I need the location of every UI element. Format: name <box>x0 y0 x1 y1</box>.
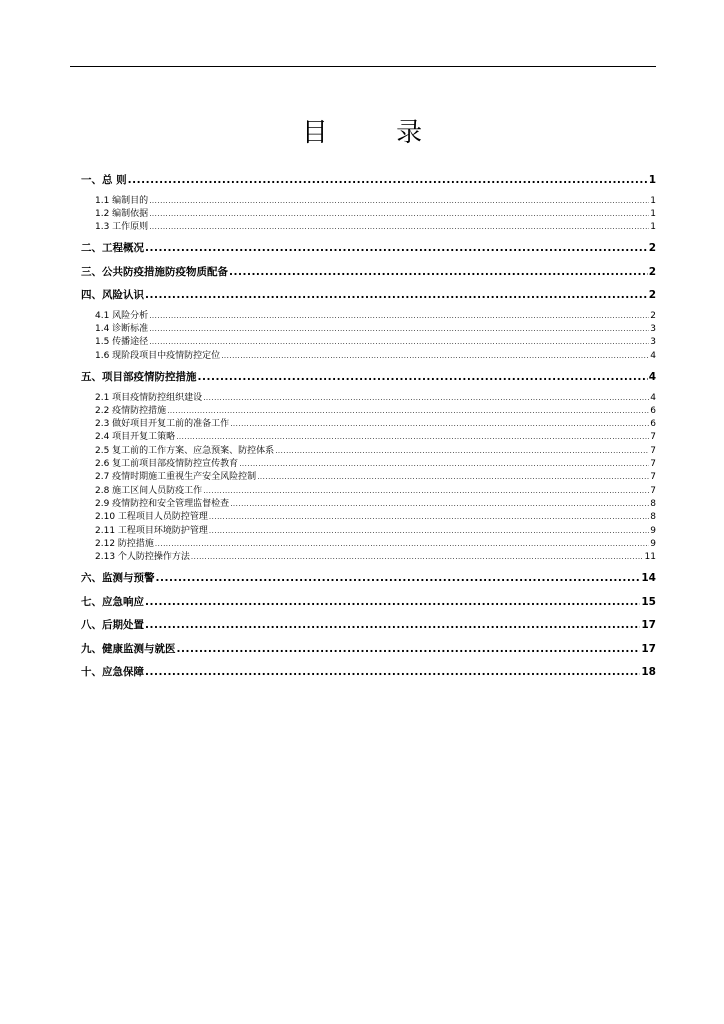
toc-section-entry[interactable] <box>81 445 656 458</box>
dot-leader <box>145 664 640 682</box>
toc-page-number: 8 <box>650 512 656 523</box>
dot-leader <box>191 551 644 564</box>
toc-entry-label: 二、工程概况 <box>81 242 144 255</box>
toc-chapter-entry[interactable] <box>81 641 656 659</box>
toc-entry-label: 1.2 编制依据 <box>95 208 149 219</box>
toc-entry-label: 1.3 工作原则 <box>95 222 149 233</box>
toc-chapter-entry[interactable] <box>81 369 656 387</box>
toc-entry-label: 七、应急响应 <box>81 595 144 608</box>
toc-chapter-entry[interactable] <box>81 172 656 190</box>
dot-leader <box>239 458 649 471</box>
toc-entry-label: 1.4 诊断标准 <box>95 324 149 335</box>
dot-leader <box>257 471 649 484</box>
toc-entry-label: 一、总 则 <box>81 174 127 186</box>
toc-entry-label: 六、监测与预警 <box>81 572 155 585</box>
dot-leader <box>149 336 649 349</box>
toc-entry-label: 2.10 工程项目人员防控管理 <box>95 512 208 523</box>
toc-entry-label: 2.12 防控措施 <box>95 538 154 549</box>
dot-leader <box>203 392 649 405</box>
toc-page-number: 1 <box>650 208 656 219</box>
toc-entry-label: 2.6 复工前项目部疫情防控宣传教育 <box>95 459 239 470</box>
toc-page-number: 1 <box>648 174 656 186</box>
toc-entry-label: 2.5 复工前的工作方案、应急预案、防控体系 <box>95 445 275 456</box>
toc-entry-label: 四、风险认识 <box>81 289 144 302</box>
dot-leader <box>209 511 649 524</box>
toc-chapter-entry[interactable] <box>81 264 656 282</box>
toc-page-number: 2 <box>648 242 656 255</box>
toc-section-entry[interactable] <box>81 208 656 221</box>
dot-leader <box>149 208 649 221</box>
dot-leader <box>203 485 649 498</box>
toc-entry-label: 4.1 风险分析 <box>95 310 149 321</box>
toc-chapter-entry[interactable] <box>81 664 656 682</box>
table-of-contents <box>81 172 656 682</box>
toc-page-number: 2 <box>648 289 656 302</box>
dot-leader <box>221 350 649 363</box>
toc-entry-label: 2.11 工程项目环境防护管理 <box>95 525 208 536</box>
toc-section-entry[interactable] <box>81 431 656 444</box>
dot-leader <box>230 418 649 431</box>
toc-section-entry[interactable] <box>81 323 656 336</box>
toc-chapter-entry[interactable] <box>81 594 656 612</box>
dot-leader <box>145 594 640 612</box>
dot-leader <box>145 617 640 635</box>
toc-page-number: 15 <box>641 595 656 608</box>
toc-page-number: 2 <box>648 265 656 278</box>
toc-chapter-entry[interactable] <box>81 570 656 588</box>
dot-leader <box>128 172 648 190</box>
toc-section-entry[interactable] <box>81 525 656 538</box>
dot-leader <box>145 240 648 258</box>
dot-leader <box>149 310 649 323</box>
toc-section-entry[interactable] <box>81 458 656 471</box>
dot-leader <box>149 323 649 336</box>
toc-entry-label: 2.8 施工区间人员防疫工作 <box>95 485 203 496</box>
toc-entry-label: 2.2 疫情防控措施 <box>95 405 167 416</box>
dot-leader <box>230 498 649 511</box>
toc-page-number: 18 <box>641 666 656 679</box>
toc-page-number: 4 <box>650 392 656 403</box>
toc-entry-label: 1.5 传播途径 <box>95 337 149 348</box>
toc-page-number: 11 <box>644 552 656 563</box>
toc-page-number: 8 <box>650 498 656 509</box>
dot-leader <box>167 405 649 418</box>
toc-page-number: 6 <box>650 419 656 430</box>
toc-section-entry[interactable] <box>81 418 656 431</box>
toc-chapter-entry[interactable] <box>81 617 656 635</box>
toc-page-number: 4 <box>648 371 656 384</box>
toc-page-number: 7 <box>650 445 656 456</box>
dot-leader <box>275 445 649 458</box>
dot-leader <box>198 369 648 387</box>
toc-entry-label: 三、公共防疫措施防疫物质配备 <box>81 265 228 278</box>
dot-leader <box>177 641 641 659</box>
toc-entry-label: 2.13 个人防控操作方法 <box>95 552 190 563</box>
toc-page-number: 4 <box>650 350 656 361</box>
toc-chapter-entry[interactable] <box>81 240 656 258</box>
toc-page-number: 1 <box>650 195 656 206</box>
toc-section-entry[interactable] <box>81 392 656 405</box>
toc-entry-label: 2.1 项目疫情防控组织建设 <box>95 392 203 403</box>
toc-section-entry[interactable] <box>81 336 656 349</box>
toc-entry-label: 十、应急保障 <box>81 666 144 679</box>
toc-page-number: 14 <box>641 572 656 585</box>
toc-page-number: 7 <box>650 472 656 483</box>
toc-entry-label: 2.9 疫情防控和安全管理监督检查 <box>95 498 230 509</box>
toc-entry-label: 九、健康监测与就医 <box>81 642 176 655</box>
dot-leader <box>155 538 649 551</box>
toc-page-number: 9 <box>650 538 656 549</box>
toc-page-number: 17 <box>641 642 656 655</box>
toc-entry-label: 1.1 编制目的 <box>95 195 149 206</box>
toc-entry-label: 五、项目部疫情防控措施 <box>81 371 197 384</box>
toc-page-number: 2 <box>650 310 656 321</box>
toc-section-entry[interactable] <box>81 405 656 418</box>
dot-leader <box>176 431 649 444</box>
toc-section-entry[interactable] <box>81 538 656 551</box>
dot-leader <box>229 264 648 282</box>
toc-entry-label: 1.6 现阶段项目中疫情防控定位 <box>95 350 221 361</box>
dot-leader <box>149 221 649 234</box>
toc-page-number: 6 <box>650 405 656 416</box>
toc-page-number: 1 <box>650 222 656 233</box>
toc-page-number: 17 <box>641 619 656 632</box>
page-title: 目 录 <box>301 118 453 148</box>
toc-page-number: 7 <box>650 485 656 496</box>
toc-section-entry[interactable] <box>81 551 656 564</box>
dot-leader <box>149 195 649 208</box>
toc-chapter-entry[interactable] <box>81 287 656 305</box>
toc-page-number: 9 <box>650 525 656 536</box>
toc-entry-label: 2.7 疫情时期施工重视生产安全风险控制 <box>95 472 257 483</box>
toc-section-entry[interactable] <box>81 350 656 363</box>
dot-leader <box>156 570 641 588</box>
toc-entry-label: 2.3 做好项目开复工前的准备工作 <box>95 419 230 430</box>
dot-leader <box>209 525 649 538</box>
toc-page-number: 7 <box>650 432 656 443</box>
toc-section-entry[interactable] <box>81 471 656 484</box>
toc-section-entry[interactable] <box>81 498 656 511</box>
toc-page-number: 3 <box>650 337 656 348</box>
toc-page-number: 3 <box>650 324 656 335</box>
toc-page-number: 7 <box>650 459 656 470</box>
header-rule <box>70 66 656 67</box>
toc-section-entry[interactable] <box>81 511 656 524</box>
toc-section-entry[interactable] <box>81 310 656 323</box>
toc-section-entry[interactable] <box>81 195 656 208</box>
toc-section-entry[interactable] <box>81 221 656 234</box>
toc-section-entry[interactable] <box>81 485 656 498</box>
toc-entry-label: 2.4 项目开复工策略 <box>95 432 176 443</box>
toc-entry-label: 八、后期处置 <box>81 619 144 632</box>
dot-leader <box>145 287 648 305</box>
